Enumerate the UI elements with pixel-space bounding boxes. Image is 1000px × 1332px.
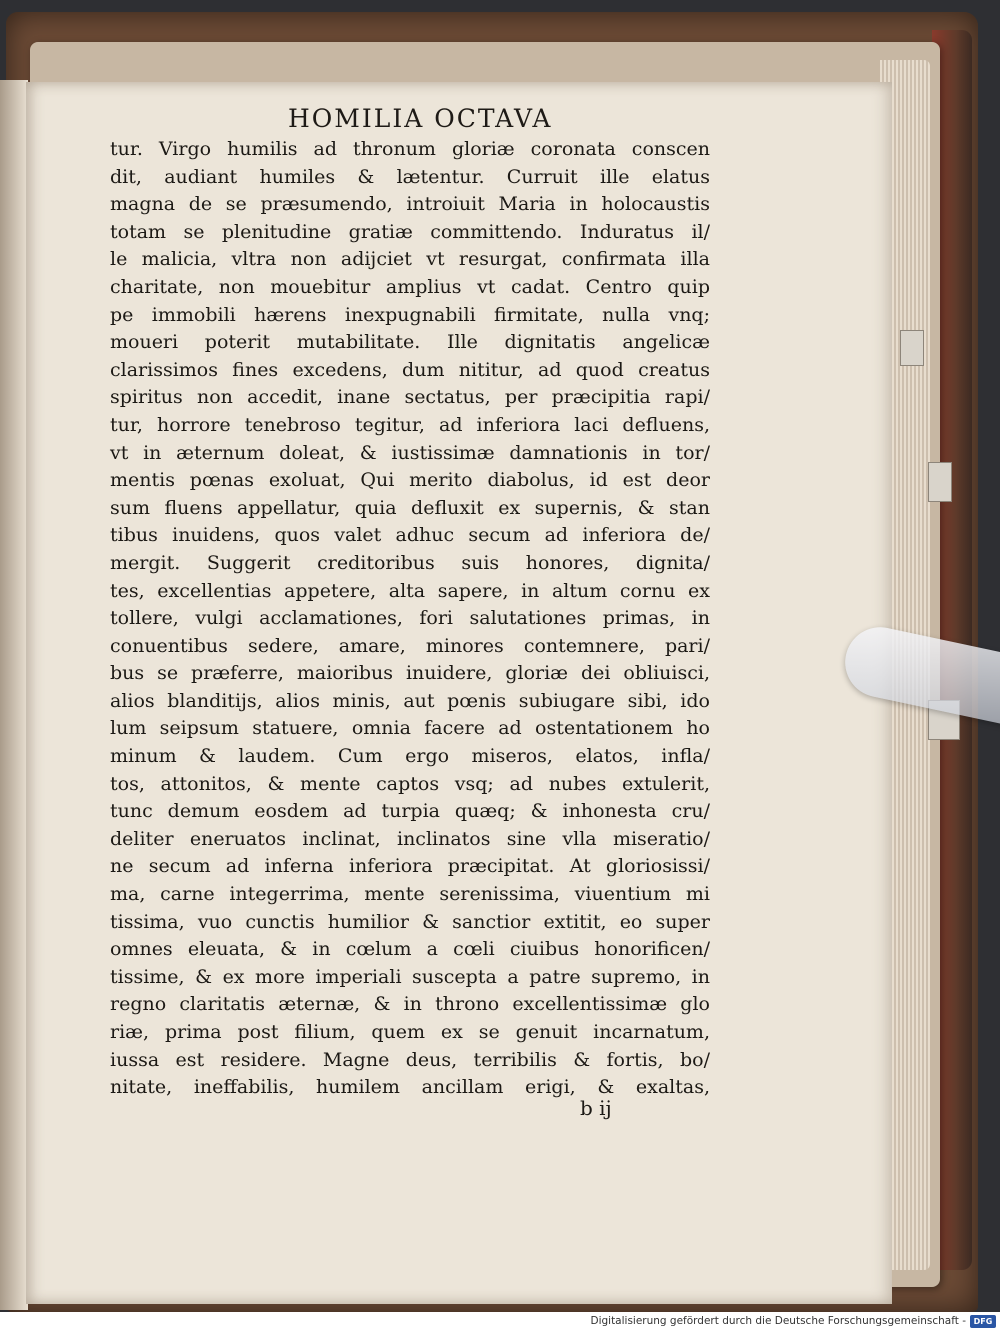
text-line: clarissimos fines excedens, dum nititur, ad quod creatus [110, 358, 710, 381]
text-line: tur. Virgo humilis ad thronum gloriæ coronata conscen [110, 138, 710, 160]
text-line: ma, carne integerrima, mente serenissima, viuentium mi [110, 883, 710, 906]
text-line: tur, horrore tenebroso tegitur, ad inferiora laci defluens, [110, 413, 710, 436]
signature-mark: b ij [580, 1096, 612, 1120]
text-line: tissima, vuo cunctis humilior & sanctior extitit, eo super [110, 910, 710, 933]
text-line: riæ, prima post filium, quem ex se genuit incarnatum, [110, 1021, 710, 1043]
text-line: regno claritatis æternæ, & in throno excellentissimæ glo [110, 993, 710, 1016]
page-tab-marker [928, 462, 952, 502]
text-line: deliter eneruatos inclinat, inclinatos sine vlla miseratio/ [110, 827, 710, 850]
text-line: tunc demum eosdem ad turpia quæq; & inhonesta cru/ [110, 800, 710, 823]
text-line: omnes eleuata, & in cœlum a cœli ciuibus honorificen/ [110, 938, 710, 961]
text-line: le malicia, vltra non adijciet vt resurgat, confirmata illa [110, 248, 710, 271]
text-line: pe immobili hærens inexpugnabili firmitate, nulla vnq; [110, 303, 710, 326]
text-line: moueri poterit mutabilitate. Ille dignitatis angelicæ [110, 331, 710, 354]
text-line: sum fluens appellatur, quia defluxit ex supernis, & stan [110, 496, 710, 519]
text-line: tollere, vulgi acclamationes, fori salutationes primas, in [110, 607, 710, 630]
text-line: ne secum ad inferna inferiora præcipitat. At gloriosissi/ [110, 855, 710, 878]
page-tab-marker [900, 330, 924, 366]
text-line: tes, excellentias appetere, alta sapere, in altum cornu ex [110, 579, 710, 602]
text-line: spiritus non accedit, inane sectatus, per præcipitia rapi/ [110, 386, 710, 409]
text-line: tibus inuidens, quos valet adhuc secum ad inferiora de/ [110, 524, 710, 547]
text-line: bus se præferre, maioribus inuidere, gloriæ dei obliuisci, [110, 662, 710, 685]
text-line: alios blanditijs, alios minis, aut pœnis subiugare sibi, ido [110, 689, 710, 712]
text-line: tos, attonitos, & mente captos vsq; ad nubes extulerit, [110, 772, 710, 795]
footer-bar [0, 1312, 1000, 1332]
footer-credit: Digitalisierung gefördert durch die Deutsche Forschungsgemeinschaft - [590, 1315, 966, 1327]
text-line: iussa est residere. Magne deus, terribilis & fortis, bo/ [110, 1048, 710, 1071]
text-line: totam se plenitudine gratiæ committendo. Induratus il/ [110, 220, 710, 243]
text-line: lum seipsum statuere, omnia facere ad ostentationem ho [110, 717, 710, 740]
dfg-logo-icon: DFG [970, 1315, 996, 1328]
text-line: vt in æternum doleat, & iustissimæ damnationis in tor/ [110, 441, 710, 464]
text-line: minum & laudem. Cum ergo miseros, elatos, infla/ [110, 745, 710, 768]
text-line: mentis pœnas exoluat, Qui merito diabolus, id est deor [110, 469, 710, 492]
text-line: tissime, & ex more imperiali suscepta a patre supremo, in [110, 965, 710, 988]
facing-page-edge [0, 80, 28, 1310]
text-line: magna de se præsumendo, introiuit Maria in holocaustis [110, 193, 710, 216]
body-text [110, 136, 710, 1102]
text-line: nitate, ineffabilis, humilem ancillam erigi, & exaltas, [110, 1076, 710, 1099]
text-line: dit, audiant humiles & lætentur. Curruit ille elatus [110, 165, 710, 188]
running-head: HOMILIA OCTAVA [288, 104, 553, 133]
text-line: charitate, non mouebitur amplius vt cadat. Centro quip [110, 275, 710, 298]
text-line: mergit. Suggerit creditoribus suis honores, dignita/ [110, 551, 710, 574]
text-line: conuentibus sedere, amare, minores contemnere, pari/ [110, 634, 710, 657]
